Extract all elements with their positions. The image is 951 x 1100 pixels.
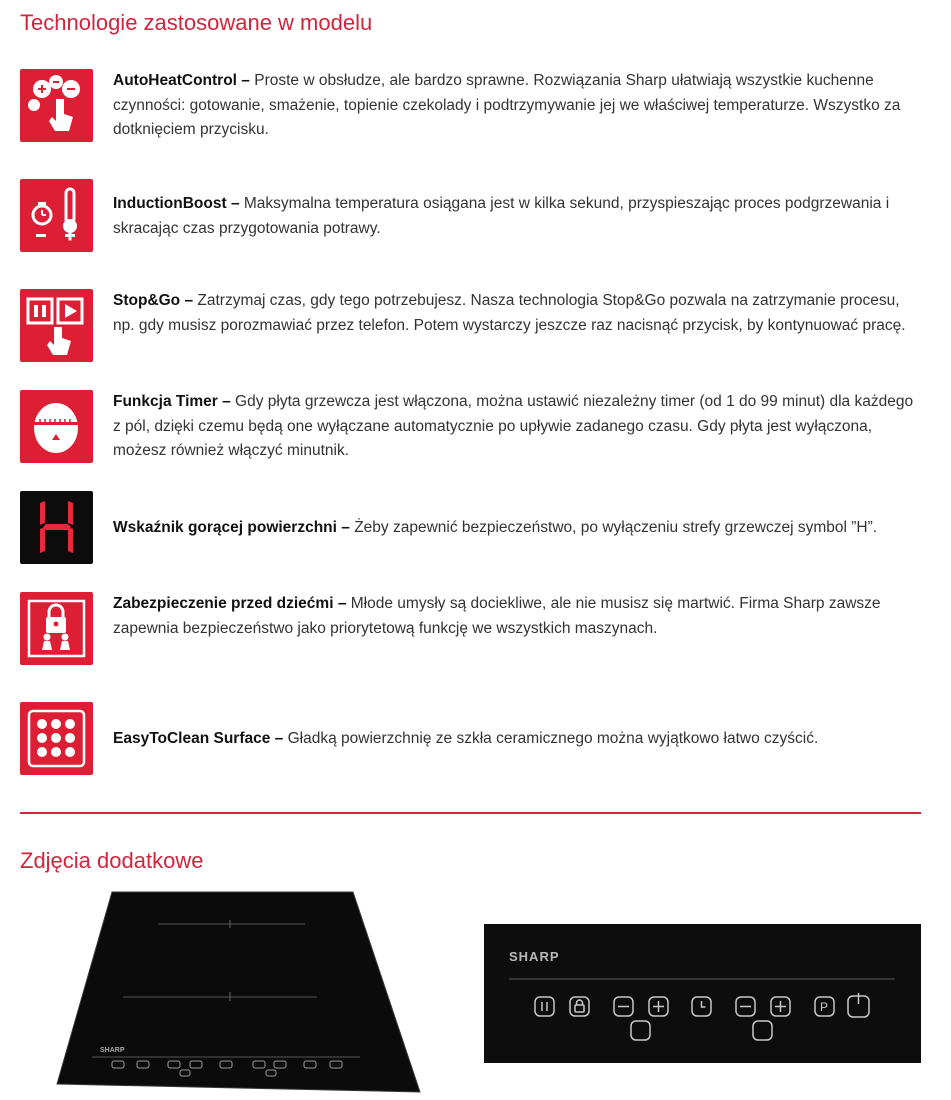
feature-name: EasyToClean Surface – <box>113 730 284 747</box>
child-lock-icon <box>20 592 93 665</box>
brand-logo: SHARP <box>509 949 560 964</box>
feature-easy-clean <box>20 702 920 775</box>
feature-name: Zabezpieczenie przed dziećmi – <box>113 595 347 612</box>
feature-hot-surface <box>20 491 920 564</box>
feature-description: Żeby zapewnić bezpieczeństwo, po wyłączeniu strefy grzewczej symbol ”H”. <box>354 519 878 536</box>
feature-name: Funkcja Timer – <box>113 393 231 410</box>
technologies-heading: Technologie zastosowane w modelu <box>20 10 373 35</box>
stop-and-go-icon <box>20 289 93 362</box>
cooktop-photo-perspective <box>40 885 440 1095</box>
feature-description: Gładką powierzchnię ze szkła ceramicznego można wyjątkowo łatwo czyścić. <box>287 730 819 747</box>
auto-heat-control-icon <box>20 69 93 142</box>
section-divider <box>20 812 921 814</box>
control-panel-photo <box>484 924 921 1063</box>
feature-name: AutoHeatControl – <box>113 72 250 89</box>
small-brand-logo: SHARP <box>100 1047 125 1054</box>
feature-child-lock <box>20 592 920 665</box>
hot-surface-h-icon <box>20 491 93 564</box>
photos-heading: Zdjęcia dodatkowe <box>20 848 204 873</box>
feature-name: InductionBoost – <box>113 195 240 212</box>
timer-icon <box>20 390 93 463</box>
feature-stop-and-go <box>20 289 920 362</box>
feature-timer <box>20 390 920 464</box>
feature-description: Zatrzymaj czas, gdy tego potrzebujesz. Nasza technologia Stop&Go pozwala na zatrzymanie procesu, np. gdy musisz porozmawiać przez telefon. Potem wystarczy jeszcze raz nacisnąć przycisk, by kontynuować pracę. <box>113 292 906 334</box>
feature-description: Proste w obsłudze, ale bardzo sprawne. Rozwiązania Sharp ułatwiają wszystkie kuchenne czynności: gotowanie, smażenie, topienie czekolady i podtrzymywanie jej we właściwej temperaturze. Wszystko za dotknięciem przycisku. <box>113 72 901 138</box>
feature-auto-heat-control <box>20 69 920 143</box>
feature-induction-boost <box>20 179 920 252</box>
feature-name: Wskaźnik gorącej powierzchni – <box>113 519 350 536</box>
svg-text:P: P <box>820 1000 829 1014</box>
induction-boost-icon <box>20 179 93 252</box>
easy-clean-surface-icon <box>20 702 93 775</box>
feature-description: Maksymalna temperatura osiągana jest w kilka sekund, przyspieszając proces podgrzewania i skracając czas przygotowania potrawy. <box>113 195 890 237</box>
feature-description: Gdy płyta grzewcza jest włączona, można ustawić niezależny timer (od 1 do 99 minut) dla każdego z pól, dzięki czemu będą one wyłączane automatycznie po upływie zadanego czasu. Gdy płyta jest wyłączona, możesz również włączyć minutnik. <box>113 393 914 459</box>
feature-name: Stop&Go – <box>113 292 194 309</box>
feature-description: Młode umysły są dociekliwe, ale nie musisz się martwić. Firma Sharp zawsze zapewnia bezpieczeństwo jako priorytetową funkcję we wszystkich maszynach. <box>113 595 881 637</box>
